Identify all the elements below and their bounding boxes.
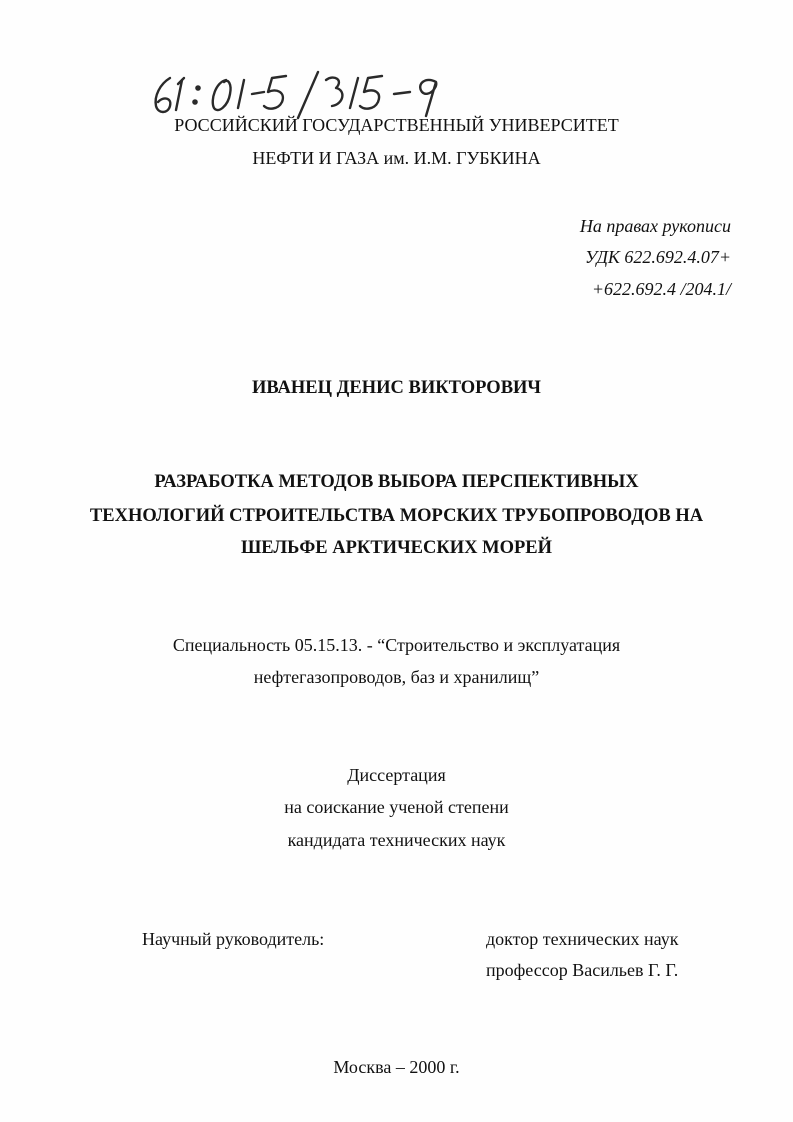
degree-line-1: Диссертация	[347, 765, 446, 785]
title-line-3: ШЕЛЬФЕ АРКТИЧЕСКИХ МОРЕЙ	[240, 538, 553, 558]
author-name: ИВАНЕЦ ДЕНИС ВИКТОРОВИЧ	[251, 378, 542, 398]
udk-line-1: УДК 622.692.4.07+	[585, 247, 731, 267]
specialty-line-1: Специальность 05.15.13. - “Строительство и эксплуатация	[172, 635, 621, 655]
udk-line-2: +622.692.4 /204.1/	[591, 279, 731, 299]
supervisor-label: Научный руководитель:	[142, 929, 325, 949]
institution-line-2: НЕФТИ И ГАЗА им. И.М. ГУБКИНА	[252, 148, 541, 168]
specialty-line-2: нефтегазопроводов, баз и хранилищ”	[253, 667, 540, 687]
supervisor-name: профессор Васильев Г. Г.	[486, 960, 679, 980]
institution-line-1: РОССИЙСКИЙ ГОСУДАРСТВЕННЫЙ УНИВЕРСИТЕТ	[174, 115, 619, 135]
manuscript-rights: На правах рукописи	[579, 216, 731, 236]
degree-line-2: на соискание ученой степени	[284, 797, 509, 817]
title-line-2: ТЕХНОЛОГИЙ СТРОИТЕЛЬСТВА МОРСКИХ ТРУБОПРОВОДОВ НА	[89, 506, 704, 526]
degree-line-3: кандидата технических наук	[287, 830, 506, 850]
place-and-year: Москва – 2000 г.	[333, 1057, 460, 1077]
supervisor-credential: доктор технических наук	[486, 929, 679, 949]
title-line-1: РАЗРАБОТКА МЕТОДОВ ВЫБОРА ПЕРСПЕКТИВНЫХ	[154, 472, 639, 492]
